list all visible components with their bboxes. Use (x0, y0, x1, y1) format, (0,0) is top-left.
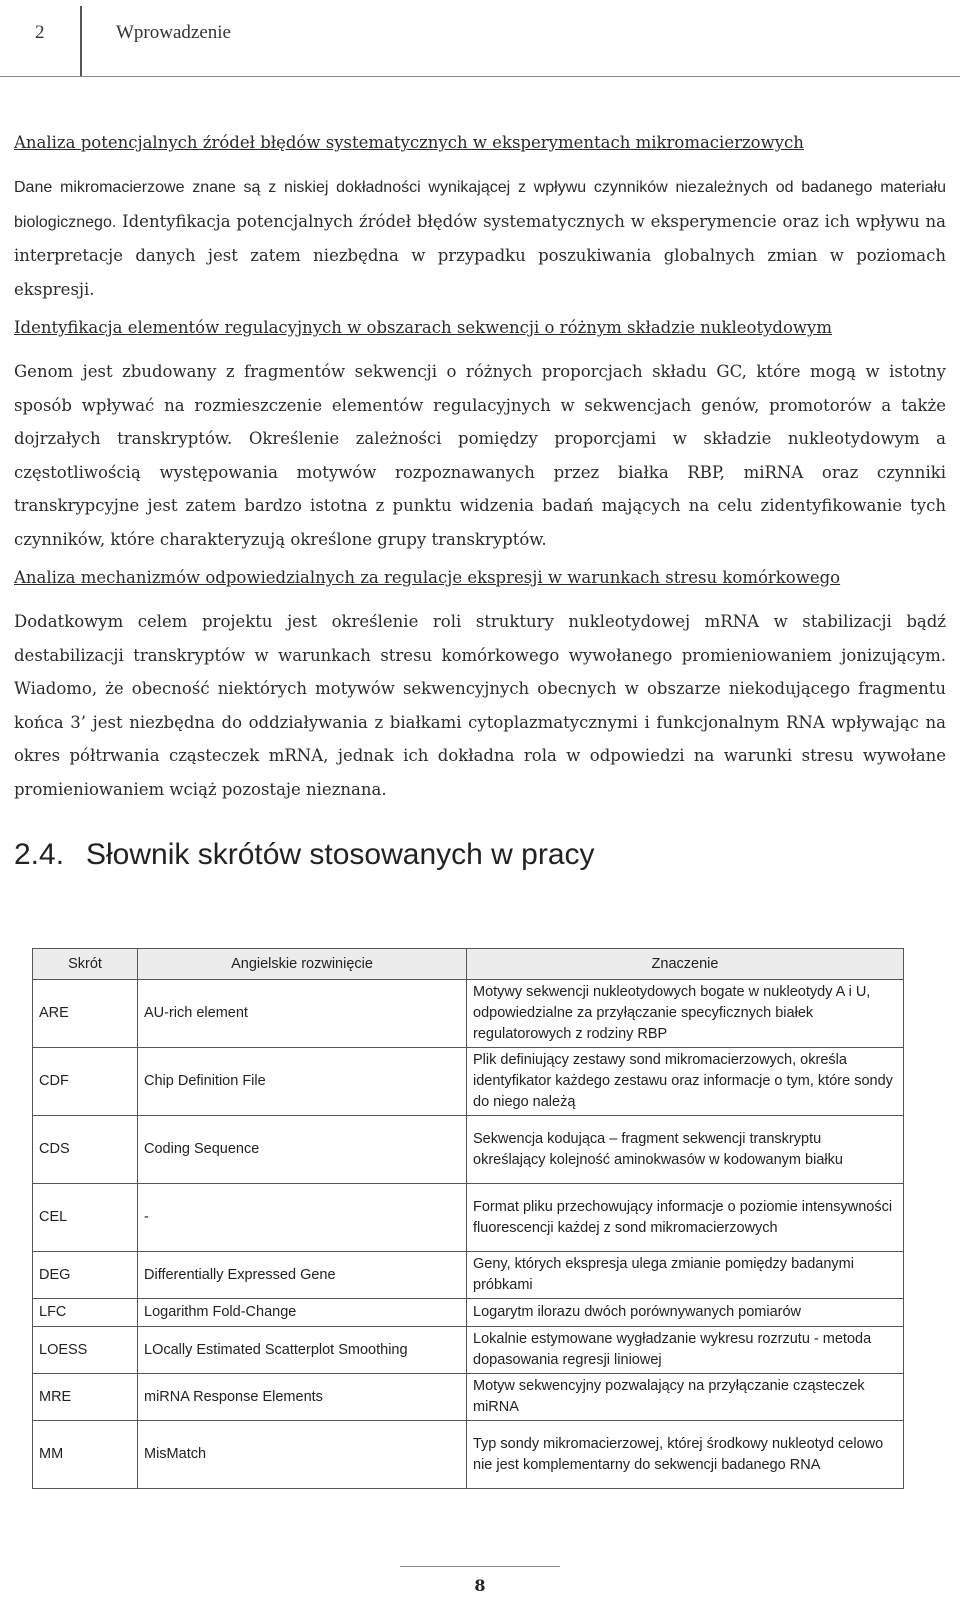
cell-meaning: Format pliku przechowujący informacje o poziomie intensywności fluorescencji każdej z sond mikromacierzowych (467, 1184, 904, 1252)
header-divider (80, 6, 82, 76)
paragraph-systematic-errors-part-a: Dane mikromacierzowe znane są z niskiej dokładności wynikającej z wpływu czynników niezależnych od badanego materiału biologicznego. (14, 179, 946, 231)
cell-meaning: Sekwencja kodująca – fragment sekwencji transkryptu określający kolejność aminokwasów w kodowanym białku (467, 1116, 904, 1184)
table-row (33, 1327, 904, 1374)
abbreviation-table (32, 948, 904, 1489)
cell-abbreviation: CEL (33, 1184, 138, 1252)
column-header-abbreviation: Skrót (33, 949, 138, 980)
cell-abbreviation: MRE (33, 1374, 138, 1421)
column-header-english: Angielskie rozwinięcie (138, 949, 467, 980)
table-header-row (33, 949, 904, 980)
cell-english: Chip Definition File (138, 1048, 467, 1116)
cell-english: LOcally Estimated Scatterplot Smoothing (138, 1327, 467, 1374)
table-row (33, 980, 904, 1048)
section-heading-regulatory-elements: Identyfikacja elementów regulacyjnych w obszarach sekwencji o różnym składzie nukleotydowym (14, 318, 832, 337)
header-rule (0, 76, 960, 77)
cell-meaning: Logarytm ilorazu dwóch porównywanych pomiarów (467, 1299, 904, 1327)
header-chapter-title: Wprowadzenie (116, 22, 231, 43)
cell-abbreviation: DEG (33, 1252, 138, 1299)
table-row (33, 1421, 904, 1489)
cell-english: AU-rich element (138, 980, 467, 1048)
cell-abbreviation: LOESS (33, 1327, 138, 1374)
section-heading-stress-mechanisms: Analiza mechanizmów odpowiedzialnych za regulacje ekspresji w warunkach stresu komórkowego (14, 568, 841, 587)
cell-meaning: Plik definiujący zestawy sond mikromacierzowych, określa identyfikator każdego zestawu oraz informacje o tym, które sondy do niego należą (467, 1048, 904, 1116)
cell-english: MisMatch (138, 1421, 467, 1489)
cell-english: Logarithm Fold-Change (138, 1299, 467, 1327)
cell-abbreviation: MM (33, 1421, 138, 1489)
cell-abbreviation: CDS (33, 1116, 138, 1184)
cell-meaning: Geny, których ekspresja ulega zmianie pomiędzy badanymi próbkami (467, 1252, 904, 1299)
cell-english: - (138, 1184, 467, 1252)
cell-english: Differentially Expressed Gene (138, 1252, 467, 1299)
cell-meaning: Motywy sekwencji nukleotydowych bogate w nukleotydy A i U, odpowiedzialne za przyłączanie specyficznych białek regulatorowych z rodziny RBP (467, 980, 904, 1048)
table-row (33, 1184, 904, 1252)
table-row (33, 1299, 904, 1327)
subsection-heading (14, 838, 946, 872)
cell-abbreviation: ARE (33, 980, 138, 1048)
subsection-number: 2.4. (14, 838, 65, 871)
column-header-meaning: Znaczenie (467, 949, 904, 980)
header-page-number: 2 (35, 22, 45, 43)
cell-english: miRNA Response Elements (138, 1374, 467, 1421)
table-row (33, 1374, 904, 1421)
paragraph-systematic-errors-part-b: Identyfikacja potencjalnych źródeł błędów systematycznych w eksperymencie oraz ich wpływu na interpretacje danych jest zatem niezbędna w przypadku poszukiwania globalnych zmian w poziomach ekspresji. (14, 211, 946, 299)
section-heading-systematic-errors: Analiza potencjalnych źródeł błędów systematycznych w eksperymentach mikromacierzowych (14, 133, 804, 152)
cell-meaning: Typ sondy mikromacierzowej, której środkowy nukleotyd celowo nie jest komplementarny do sekwencji badanego RNA (467, 1421, 904, 1489)
footer-page-number: 8 (474, 1576, 486, 1595)
table-row (33, 1048, 904, 1116)
page-header (0, 0, 960, 76)
cell-english: Coding Sequence (138, 1116, 467, 1184)
subsection-title: Słownik skrótów stosowanych w pracy (86, 838, 595, 871)
paragraph-stress-mechanisms: Dodatkowym celem projektu jest określenie roli struktury nukleotydowej mRNA w stabilizacji bądź destabilizacji transkryptów w warunkach stresu komórkowego wywołanego promieniowaniem jonizującym. Wiadomo, że obecność niektórych motywów sekwencyjnych obecnych w obszarze niekodującego fragmentu końca 3’ jest niezbędna do oddziaływania z białkami cytoplazmatycznymi i funkcjonalnym RNA wpływając na okres półtrwania cząsteczek mRNA, jednak ich dokładna rola w odpowiedzi na warunki stresu wywołane promieniowaniem wciąż pozostaje nieznana. (14, 612, 946, 799)
cell-abbreviation: CDF (33, 1048, 138, 1116)
table-row (33, 1116, 904, 1184)
cell-abbreviation: LFC (33, 1299, 138, 1327)
cell-meaning: Lokalnie estymowane wygładzanie wykresu rozrzutu - metoda dopasowania regresji liniowej (467, 1327, 904, 1374)
footer-rule (400, 1566, 560, 1567)
table-row (33, 1252, 904, 1299)
paragraph-systematic-errors (14, 170, 946, 306)
cell-meaning: Motyw sekwencyjny pozwalający na przyłączanie cząsteczek miRNA (467, 1374, 904, 1421)
main-content (14, 130, 946, 872)
paragraph-regulatory-elements: Genom jest zbudowany z fragmentów sekwencji o różnych proporcjach składu GC, które mogą w istotny sposób wpływać na rozmieszczenie elementów regulacyjnych w sekwencjach genów, promotorów a także dojrzałych transkryptów. Określenie zależności pomiędzy proporcjami w składzie nukleotydowym a częstotliwością występowania motywów rozpoznawanych przez białka RBP, miRNA oraz czynniki transkrypcyjne jest zatem bardzo istotna z punktu widzenia badań mających na celu zidentyfikowanie tych czynników, które charakteryzują określone grupy transkryptów. (14, 362, 946, 549)
